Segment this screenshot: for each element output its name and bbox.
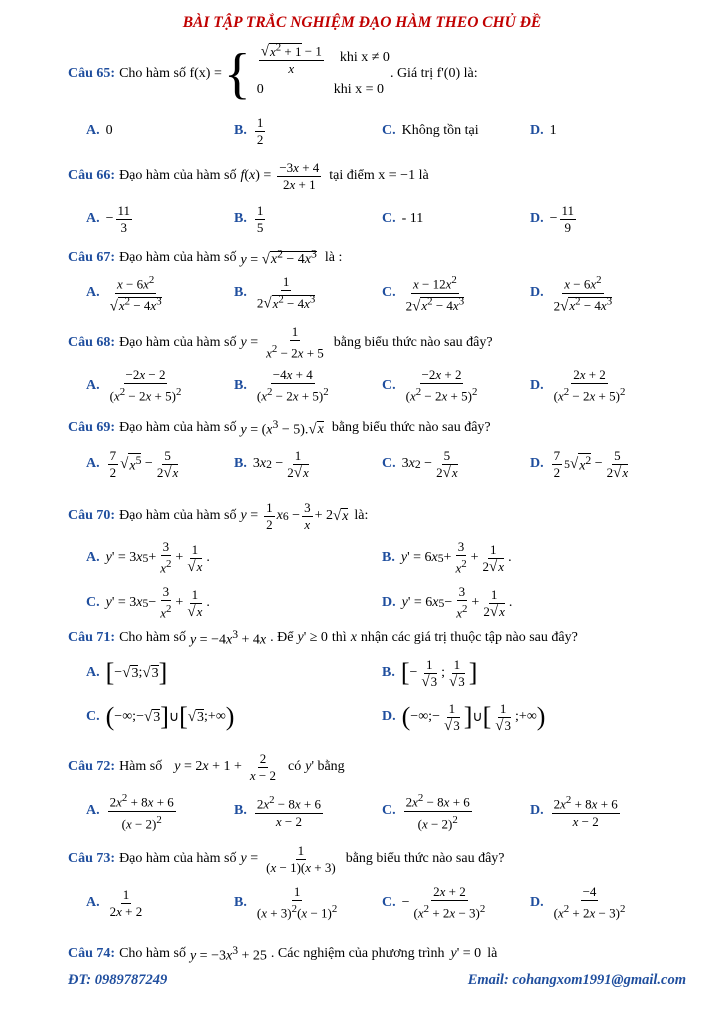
question-text: Đạo hàm của hàm số (119, 420, 237, 435)
question-text: Đạo hàm của hàm số (119, 250, 237, 265)
option-c[interactable]: C. 3 x 2 − 5 2√x (382, 447, 458, 481)
option-a[interactable]: A. − 11 3 (86, 202, 131, 235)
option-c[interactable]: C. $x - 12x^2$ $2√x^2 - 4x^3$ (382, 274, 465, 314)
question-text: Cho hàm số (119, 946, 186, 961)
question-text: nhận các giá trị thuộc tập nào sau đây? (360, 630, 578, 645)
question-65 (68, 38, 708, 110)
option-c[interactable]: C. - 11 (382, 211, 424, 226)
footer-email[interactable]: Email: cohangxom1991@gmail.com (467, 972, 686, 988)
fraction: $√x^2 + 1 - 1$ x (260, 41, 322, 76)
question-label: Câu 67: (68, 250, 116, 265)
option-c[interactable]: C. Không tồn tại (382, 123, 479, 138)
question-70: Câu 70: Đạo hàm của hàm số y = $\frac{1}{2}$ x 6 − 3 x + 2 √ x là: (68, 499, 369, 532)
fraction: $\frac{1}{(x - 1)(x + 3)}$ (266, 842, 336, 875)
option-c[interactable]: C. y ' = 3 x 5 − 3 $x^2$ + 1 √x . (86, 584, 210, 621)
footer-phone: ĐT: 0989787249 (68, 972, 168, 988)
question-text: bằng (317, 759, 345, 774)
option-a[interactable]: A. 7 2 √ $x^5$ − 5 2√x (86, 447, 179, 481)
option-d[interactable]: D. $x - 6x^2$ $2√x^2 - 4x^3$ (530, 274, 613, 314)
options-row (86, 580, 706, 626)
options-row (86, 650, 706, 696)
question-label: Câu 68: (68, 335, 116, 350)
options-row (86, 363, 706, 409)
page-title: BÀI TẬP TRẮC NGHIỆM ĐẠO HÀM THEO CHỦ ĐỀ (182, 14, 542, 31)
fraction: $\frac{2}{x - 2}$ (249, 750, 276, 783)
question-text: thì (331, 630, 347, 645)
option-d[interactable]: D. −4 $(x^2 + 2x - 3)^2$ (530, 884, 626, 921)
option-c[interactable]: C. − 2x + 2 $(x^2 + 2x - 3)^2$ (382, 884, 486, 921)
option-d[interactable]: D. y ' = 6 x 5 − 3 $x^2$ + 1 2√x . (382, 584, 513, 621)
option-b[interactable]: B. 1 $(x + 3)^2(x - 1)^2$ (234, 884, 338, 921)
question-text: Đạo hàm của hàm số (119, 168, 237, 183)
question-text: có (288, 759, 302, 774)
fraction: $\frac{1}{x^2 - 2x + 5}$ (266, 324, 324, 361)
question-text: Hàm số (119, 759, 163, 774)
question-label: Câu 66: (68, 168, 116, 183)
option-b[interactable]: B. y ' = 6 x 5 + 3 $x^2$ + 1 2√x . (382, 539, 512, 576)
question-66: Câu 66: Đạo hàm của hàm số f(x) = $\frac{-3x + 4}{2x + 1}$ tại điểm x = −1 là (68, 159, 429, 192)
options-row (86, 788, 706, 834)
question-text: tại điểm x = −1 là (329, 168, 429, 183)
question-label: Câu 65: (68, 66, 116, 81)
option-b[interactable]: B. [ − 1 √3 ; 1 √3 ] (382, 656, 478, 690)
question-text: . Giá trị f'(0) là: (389, 66, 478, 81)
question-text: là : (324, 250, 343, 265)
question-text: . Các nghiệm của phương trình (270, 946, 445, 961)
question-text: Cho hàm số f(x) = (119, 66, 222, 81)
option-b[interactable]: B. 1 2 (234, 114, 264, 147)
question-72: Câu 72: Hàm số y = 2x + 1 + $\frac{2}{x - 2}$ có y' bằng (68, 750, 345, 783)
option-c[interactable]: C. ( −∞;− √ 3 ] ∪ [ √ 3 ;+∞ ) (86, 702, 235, 731)
option-c[interactable]: C. $2x^2 - 8x + 6$ $(x - 2)^2$ (382, 792, 470, 831)
option-b[interactable]: B. $2x^2 - 8x + 6$ x − 2 (234, 794, 322, 829)
question-text: Đạo hàm của hàm số (119, 851, 237, 866)
question-71: Câu 71: Cho hàm số $y = -4x^3 + 4x$ . Để y' ≥ 0 thì x nhận các giá trị thuộc tập nào sau đây? (68, 627, 578, 648)
options-row (86, 108, 706, 154)
question-73: Câu 73: Đạo hàm của hàm số y = $\frac{1}{(x - 1)(x + 3)}$ bằng biểu thức nào sau đây? (68, 842, 505, 875)
question-text: bằng biểu thức nào sau đây? (345, 851, 505, 866)
question-label: Câu 74: (68, 946, 116, 961)
question-69: Câu 69: Đạo hàm của hàm số $y = (x^3 - 5).√x$ bằng biểu thức nào sau đây? (68, 417, 491, 438)
option-d[interactable]: D. $2x^2 + 8x + 6$ x − 2 (530, 794, 618, 829)
case-condition: khi x ≠ 0 (339, 50, 390, 65)
piecewise-brace: { (223, 43, 251, 105)
option-a[interactable]: A. −2x − 2 $(x^2 - 2x + 5)^2$ (86, 367, 182, 404)
question-text: . Để (270, 630, 294, 645)
case-condition: khi x = 0 (333, 82, 385, 97)
option-a[interactable]: A. $2x^2 + 8x + 6$ $(x - 2)^2$ (86, 792, 174, 831)
options-row (86, 694, 706, 740)
option-a[interactable]: A. 1 2x + 2 (86, 886, 143, 919)
options-row (86, 535, 706, 581)
question-label: Câu 73: (68, 851, 116, 866)
option-b[interactable]: B. 1 5 (234, 202, 264, 235)
question-label: Câu 72: (68, 759, 116, 774)
option-a[interactable]: A. $x - 6x^2$ $√x^2 - 4x^3$ (86, 274, 162, 314)
option-d[interactable]: D. − 11 9 (530, 202, 575, 235)
option-d[interactable]: D. 7 2 5 √ $x^2$ − 5 2√x (530, 447, 629, 481)
question-67: Câu 67: Đạo hàm của hàm số $y = √x^2 - 4x^3$ là : (68, 247, 343, 268)
options-row (86, 880, 706, 926)
option-b[interactable]: B. 1 $2√x^2 - 4x^3$ (234, 274, 316, 312)
question-text: là: (354, 508, 369, 523)
option-b[interactable]: B. −4x + 4 $(x^2 - 2x + 5)^2$ (234, 367, 329, 404)
option-d[interactable]: D. 2x + 2 $(x^2 - 2x + 5)^2$ (530, 367, 626, 404)
option-a[interactable]: A. [ − √ 3 ; √ 3 ] (86, 658, 168, 687)
option-b[interactable]: B. 3 x 2 − 1 2√x (234, 447, 309, 481)
question-text: Cho hàm số (119, 630, 186, 645)
fraction: $\frac{-3x + 4}{2x + 1}$ (279, 159, 320, 192)
option-a[interactable]: A. y ' = 3 x 5 + 3 $x^2$ + 1 √x . (86, 539, 210, 576)
case-value: 0 (256, 82, 264, 97)
question-74: Câu 74: Cho hàm số $y = -3x^3 + 25$ . Các nghiệm của phương trình y' = 0 là (68, 943, 498, 964)
question-text: Đạo hàm của hàm số (119, 508, 237, 523)
options-row (86, 270, 706, 316)
question-label: Câu 70: (68, 508, 116, 523)
question-text: Đạo hàm của hàm số (119, 335, 237, 350)
question-text: bằng biểu thức nào sau đây? (333, 335, 493, 350)
options-row (86, 196, 706, 242)
option-d[interactable]: D. 1 (530, 123, 557, 138)
option-a[interactable]: A. 0 (86, 123, 113, 138)
piecewise-function (257, 42, 390, 106)
question-68: Câu 68: Đạo hàm của hàm số y = $\frac{1}{x^2 - 2x + 5}$ bằng biểu thức nào sau đây? (68, 324, 493, 361)
question-label: Câu 69: (68, 420, 116, 435)
question-text: là (487, 946, 498, 961)
options-row (86, 441, 706, 487)
option-c[interactable]: C. −2x + 2 $(x^2 - 2x + 5)^2$ (382, 367, 478, 404)
question-text: bằng biểu thức nào sau đây? (331, 420, 491, 435)
question-label: Câu 71: (68, 630, 116, 645)
option-d[interactable]: D. ( −∞;− 1 √3 ] ∪ [ 1 √3 ;+∞ ) (382, 700, 546, 734)
